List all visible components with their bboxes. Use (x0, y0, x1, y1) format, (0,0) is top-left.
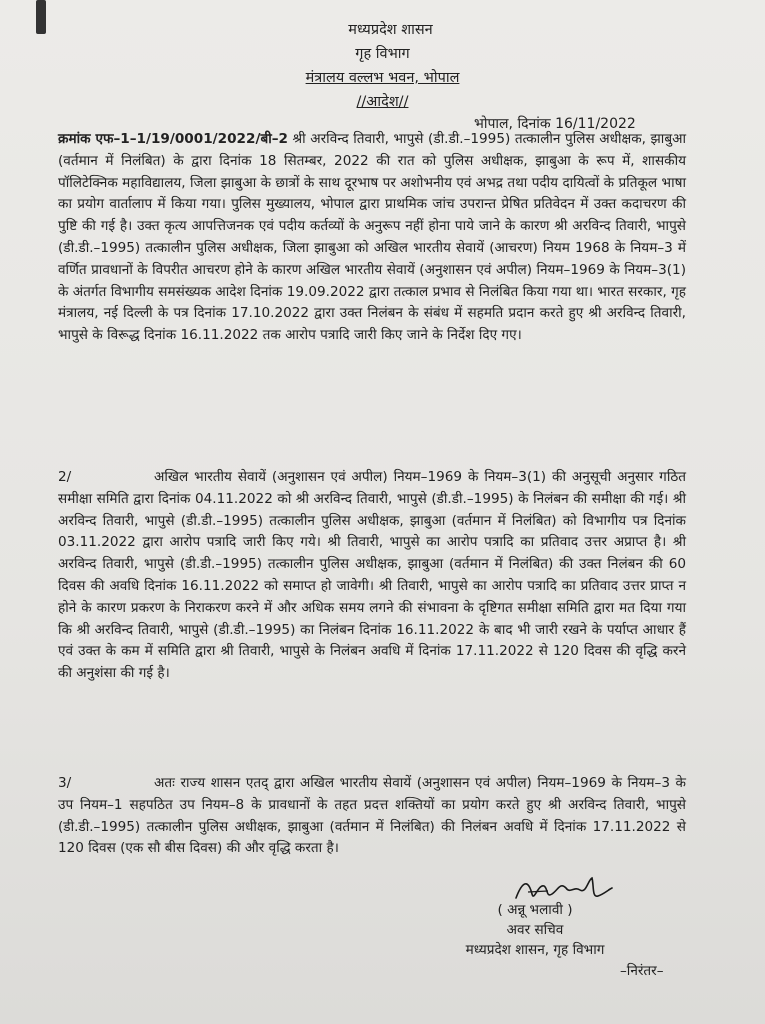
government-name: मध्यप्रदेश शासन (348, 22, 433, 38)
paragraph-1-text: श्री अरविन्द तिवारी, भापुसे (डी.डी.–1995) तत्कालीन पुलिस अधीक्षक, झाबुआ (वर्तमान में निलंबित) के द्वारा दिनांक 18 सितम्बर, 2022 की रात को पुलिस अधीक्षक, झाबुआ के रूप में, शासकीय पॉलिटेक्निक महाविद्यालय, जिला झाबुआ के छात्रों के साथ दूरभाष पर अशोभनीय एवं अभद्र तथा पदीय दायित्वों के प्रतिकूल भाषा का प्रयोग वार्तालाप में किया गया। पुलिस मुख्यालय, भोपाल द्वारा प्राथमिक जांच उपरान्त प्रेषित प्रतिवेदन में उक्त कदाचरण की पुष्टि की गई है। उक्त कृत्य आपत्तिजनक एवं पदीय कर्तव्यों के अनुरूप नहीं होना पाये जाने के कारण श्री अरविन्द तिवारी, भापुसे (डी.डी.–1995) तत्कालीन पुलिस अधीक्षक, जिला झाबुआ को अखिल भारतीय सेवायें (आचरण) नियम 1968 के नियम–3 में वर्णित प्रावधानों के विपरीत आचरण होने के कारण अखिल भारतीय सेवायें (अनुशासन एवं अपील) नियम–1969 के नियम–3(1) के अंतर्गत विभागीय समसंख्यक आदेश दिनांक 19.09.2022 द्वारा तत्काल प्रभाव से निलंबित किया गया था। भारत सरकार, गृह मंत्रालय, नई दिल्ली के पत्र दिनांक 17.10.2022 द्वारा उक्त निलंबन के संबंध में सहमति प्रदान करते हुए श्री अरविन्द तिवारी, भापुसे के विरूद्ध दिनांक 16.11.2022 तक आरोप पत्रादि जारी किए जाने के निर्देश दिए गए। (58, 131, 686, 344)
paragraph-2 (58, 467, 686, 685)
department-name: गृह विभाग (355, 46, 410, 62)
signatory-designation: अवर सचिव (506, 922, 564, 938)
signatory-office: मध्यप्रदेश शासन, गृह विभाग (465, 942, 605, 958)
paragraph-2-number: 2/ (58, 469, 72, 485)
issue-date: भोपाल, दिनांक 16/11/2022 (474, 116, 636, 132)
paragraph-1 (58, 129, 686, 347)
office-address: मंत्रालय वल्लभ भवन, भोपाल (305, 70, 460, 86)
paragraph-2-text: अखिल भारतीय सेवायें (अनुशासन एवं अपील) नियम–1969 के नियम–3(1) की अनुसूची अनुसार गठित समीक्षा समिति द्वारा दिनांक 04.11.2022 को श्री अरविन्द तिवारी, भापुसे (डी.डी.–1995) के निलंबन की समीक्षा की गई। श्री अरविन्द तिवारी, भापुसे (डी.डी.–1995) तत्कालीन पुलिस अधीक्षक, झाबुआ (वर्तमान में निलंबित) को विभागीय पत्र दिनांक 03.11.2022 द्वारा आरोप पत्रादि जारी किए गये। श्री तिवारी, भापुसे का आरोप पत्रादि का प्रतिवाद उत्तर अप्राप्त है। श्री अरविन्द तिवारी, भापुसे (डी.डी.–1995) तत्कालीन पुलिस अधीक्षक, झाबुआ (वर्तमान में निलंबित) की उक्त निलंबन की 60 दिवस की अवधि दिनांक 16.11.2022 को समाप्त हो जावेगी। श्री तिवारी, भापुसे का आरोप पत्रादि का प्रतिवाद उत्तर प्राप्त न होने के कारण प्रकरण के निराकरण करने में और अधिक समय लगने की संभावना के दृष्टिगत समीक्षा समिति द्वारा मत दिया गया कि श्री अरविन्द तिवारी, भापुसे (डी.डी.–1995) का निलंबन दिनांक 16.11.2022 के बाद भी जारी रखने के पर्याप्त आधार हैं एवं उक्त के कम में समिति द्वारा श्री तिवारी, भापुसे के निलंबन अवधि में दिनांक 17.11.2022 से 120 दिवस की वृद्धि करने की अनुशंसा की गई है। (58, 469, 686, 682)
reference-number: क्रमांक एफ–1–1/19/0001/2022/बी–2 (58, 131, 288, 147)
paragraph-3-number: 3/ (58, 775, 72, 791)
signatory-block (430, 900, 640, 960)
continued-marker: –निरंतर– (620, 963, 664, 979)
paragraph-3-text: अतः राज्य शासन एतद् द्वारा अखिल भारतीय सेवायें (अनुशासन एवं अपील) नियम–1969 के नियम–3 के उप नियम–1 सहपठित उप नियम–8 के प्रावधानों के तहत प्रदत्त शक्तियों का प्रयोग करते हुए श्री अरविन्द तिवारी, भापुसे (डी.डी.–1995) तत्कालीन पुलिस अधीक्षक, झाबुआ (वर्तमान में निलंबित) की निलंबन अवधि में दिनांक 17.11.2022 से 120 दिवस (एक सौ बीस दिवस) की और वृद्धि करता है। (58, 775, 686, 857)
document-type: //आदेश// (356, 94, 409, 110)
paragraph-3 (58, 773, 686, 860)
signatory-name: ( अन्नू भलावी ) (497, 902, 573, 918)
letterhead (0, 18, 765, 114)
